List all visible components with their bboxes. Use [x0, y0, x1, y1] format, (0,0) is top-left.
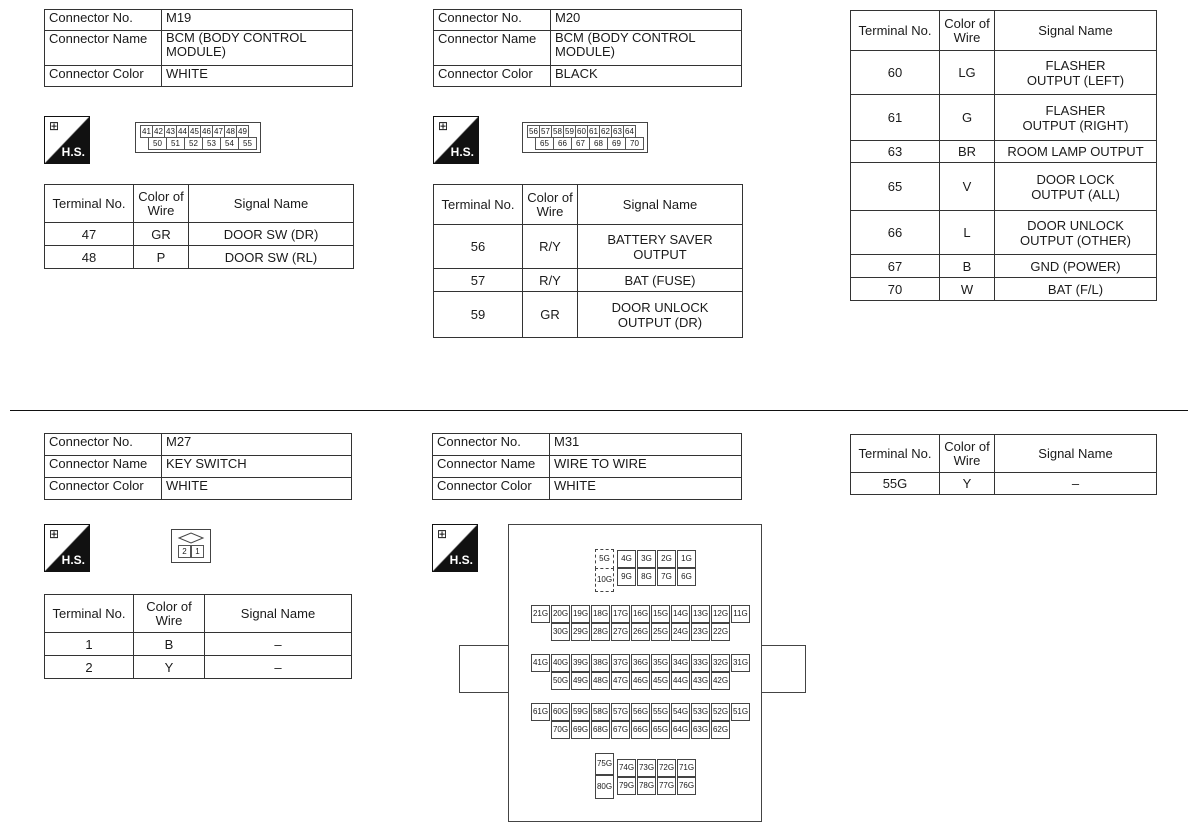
pin: 63	[611, 125, 624, 138]
pin: 59G	[571, 703, 590, 721]
table-row	[851, 141, 1157, 163]
wire-color: BR	[940, 141, 995, 163]
pin: 1	[191, 545, 204, 558]
header-terminal-no: Terminal No.	[45, 185, 134, 223]
terminal-no: 59	[434, 292, 523, 338]
header-terminal-no: Terminal No.	[434, 185, 523, 225]
pin: 70	[625, 137, 644, 150]
pin: 48G	[591, 672, 610, 690]
pin: 54	[220, 137, 239, 150]
pin: 32G	[711, 654, 730, 672]
m27-connector-name: KEY SWITCH	[162, 456, 352, 478]
pin: 19G	[571, 605, 590, 623]
hs-label: H.S.	[61, 553, 85, 567]
header-color-of-wire	[940, 435, 995, 473]
m20-connector-info	[433, 9, 742, 87]
terminal-no: 63	[851, 141, 940, 163]
label-connector-no: Connector No.	[45, 434, 162, 456]
m27-connector-info	[44, 433, 352, 500]
m19-name-line2: MODULE)	[166, 44, 226, 59]
table-row	[434, 292, 743, 338]
pin: 5G	[595, 549, 614, 569]
pin: 59	[563, 125, 576, 138]
pin: 24G	[671, 623, 690, 641]
connector-glyph-icon: ⊞	[437, 527, 448, 541]
signal-line1: FLASHER	[1045, 102, 1106, 118]
label-connector-name: Connector Name	[434, 31, 551, 66]
pin: 77G	[657, 777, 676, 795]
signal-name: DOOR SW (RL)	[189, 246, 354, 269]
wire-color: L	[940, 211, 995, 255]
wire-color: W	[940, 278, 995, 301]
wire-color: B	[940, 255, 995, 278]
pin: 4G	[617, 550, 636, 568]
table-row	[45, 223, 354, 246]
hs-harness-side-icon	[433, 116, 479, 164]
wire-color: V	[940, 163, 995, 211]
pin: 43G	[691, 672, 710, 690]
pin: 62G	[711, 721, 730, 739]
m19-connector-color: WHITE	[162, 66, 353, 87]
signal-line2: OUTPUT (ALL)	[1031, 186, 1120, 202]
m19-connector-no: M19	[162, 10, 353, 31]
pin: 55	[238, 137, 257, 150]
pin: 20G	[551, 605, 570, 623]
table-row	[45, 656, 352, 679]
header-color-of-line1: Color of	[527, 189, 573, 205]
m20-connector-name	[551, 31, 742, 66]
signal-name	[578, 292, 743, 338]
pin: 42	[152, 125, 165, 138]
signal-line2: OUTPUT (DR)	[617, 314, 703, 330]
pin: 67G	[611, 721, 630, 739]
table-row	[851, 163, 1157, 211]
signal-name	[995, 95, 1157, 141]
pin: 30G	[551, 623, 570, 641]
terminal-no: 2	[45, 656, 134, 679]
pin: 56	[527, 125, 540, 138]
pin: 39G	[571, 654, 590, 672]
pin: 52	[184, 137, 203, 150]
pin: 54G	[671, 703, 690, 721]
wire-color: LG	[940, 51, 995, 95]
pin: 25G	[651, 623, 670, 641]
label-connector-no: Connector No.	[45, 10, 162, 31]
connector-glyph-icon: ⊞	[49, 527, 60, 541]
terminal-no: 55G	[851, 473, 940, 495]
pin: 51G	[731, 703, 750, 721]
m20-name-line1: BCM (BODY CONTROL	[555, 30, 696, 45]
hs-harness-side-icon	[44, 524, 90, 572]
pin: 68G	[591, 721, 610, 739]
table-row	[434, 225, 743, 269]
wire-color: Y	[134, 656, 205, 679]
pin: 28G	[591, 623, 610, 641]
pin: 49G	[571, 672, 590, 690]
pin: 66G	[631, 721, 650, 739]
header-color-of-line1: Color of	[138, 188, 184, 204]
header-wire-line2: Wire	[155, 612, 183, 628]
header-wire-line2: Wire	[953, 452, 981, 468]
terminal-no: 66	[851, 211, 940, 255]
header-signal-name: Signal Name	[189, 185, 354, 223]
m31-connector-info	[432, 433, 742, 500]
pin: 50	[148, 137, 167, 150]
table-row	[851, 473, 1157, 495]
m20-connector-color: BLACK	[551, 66, 742, 87]
header-terminal-no: Terminal No.	[45, 595, 134, 633]
m20-pin-row-bottom	[535, 137, 643, 150]
m27-terminal-table	[44, 594, 352, 679]
pin: 67	[571, 137, 590, 150]
terminal-no: 57	[434, 269, 523, 292]
pin: 65	[535, 137, 554, 150]
header-color-of-wire	[940, 11, 995, 51]
header-wire-line2: Wire	[147, 202, 175, 218]
pin: 63G	[691, 721, 710, 739]
table-row	[434, 269, 743, 292]
pin: 11G	[731, 605, 750, 623]
signal-name: –	[205, 633, 352, 656]
table-row	[851, 95, 1157, 141]
pin: 15G	[651, 605, 670, 623]
pin: 6G	[677, 568, 696, 586]
pin: 60G	[551, 703, 570, 721]
wire-color: GR	[523, 292, 578, 338]
pin: 80G	[595, 775, 614, 799]
pin: 58G	[591, 703, 610, 721]
label-connector-no: Connector No.	[433, 434, 550, 456]
pin: 65G	[651, 721, 670, 739]
m31-connector-color: WHITE	[550, 478, 742, 500]
m19-connector-name	[162, 31, 353, 66]
signal-name: –	[205, 656, 352, 679]
pin: 41G	[531, 654, 550, 672]
pin: 21G	[531, 605, 550, 623]
pin: 35G	[651, 654, 670, 672]
pin: 68	[589, 137, 608, 150]
pin: 45G	[651, 672, 670, 690]
signal-line2: OUTPUT (LEFT)	[1026, 72, 1125, 88]
pin: 69G	[571, 721, 590, 739]
pin: 61	[587, 125, 600, 138]
label-connector-color: Connector Color	[45, 66, 162, 87]
table-row	[45, 246, 354, 269]
pin: 55G	[651, 703, 670, 721]
pin: 53	[202, 137, 221, 150]
header-terminal-no: Terminal No.	[851, 435, 940, 473]
header-signal-name: Signal Name	[995, 11, 1157, 51]
header-wire-line2: Wire	[953, 29, 981, 45]
pin: 3G	[637, 550, 656, 568]
m27-connector-color: WHITE	[162, 478, 352, 500]
pin: 58	[551, 125, 564, 138]
signal-name	[995, 51, 1157, 95]
label-connector-color: Connector Color	[433, 478, 550, 500]
pin: 16G	[631, 605, 650, 623]
pin: 36G	[631, 654, 650, 672]
signal-name: GND (POWER)	[995, 255, 1157, 278]
signal-line1: BATTERY SAVER	[607, 231, 713, 247]
connector-glyph-icon: ⊞	[438, 119, 449, 133]
pin: 12G	[711, 605, 730, 623]
hs-harness-side-icon	[44, 116, 90, 164]
pin: 47G	[611, 672, 630, 690]
header-wire-line2: Wire	[536, 203, 564, 219]
pin: 79G	[617, 777, 636, 795]
pin: 48	[224, 125, 237, 138]
table-row	[851, 51, 1157, 95]
pin: 69	[607, 137, 626, 150]
m20-name-line2: MODULE)	[555, 44, 615, 59]
m27-key-shape-icon	[172, 531, 210, 545]
signal-name: BAT (F/L)	[995, 278, 1157, 301]
pin: 18G	[591, 605, 610, 623]
label-connector-name: Connector Name	[45, 31, 162, 66]
m20-connector-no: M20	[551, 10, 742, 31]
hs-label: H.S.	[449, 553, 473, 567]
header-terminal-no: Terminal No.	[851, 11, 940, 51]
wire-color: B	[134, 633, 205, 656]
connector-glyph-icon: ⊞	[49, 119, 60, 133]
header-color-of-line1: Color of	[944, 438, 990, 454]
pin: 22G	[711, 623, 730, 641]
pin: 41	[140, 125, 153, 138]
m31-connector-face	[508, 524, 762, 822]
pin: 72G	[657, 759, 676, 777]
pin: 57G	[611, 703, 630, 721]
pin: 29G	[571, 623, 590, 641]
pin: 51	[166, 137, 185, 150]
m20-connector-face	[522, 122, 648, 153]
pin: 66	[553, 137, 572, 150]
m20-continued-terminal-table	[850, 10, 1157, 301]
table-row	[851, 211, 1157, 255]
pin: 56G	[631, 703, 650, 721]
signal-name: BAT (FUSE)	[578, 269, 743, 292]
pin: 76G	[677, 777, 696, 795]
signal-name	[578, 225, 743, 269]
pin: 31G	[731, 654, 750, 672]
signal-line1: DOOR UNLOCK	[611, 299, 709, 315]
m27-connector-no: M27	[162, 434, 352, 456]
pin: 46G	[631, 672, 650, 690]
m27-connector-face	[171, 529, 211, 563]
header-color-of-wire	[134, 185, 189, 223]
terminal-no: 61	[851, 95, 940, 141]
terminal-no: 70	[851, 278, 940, 301]
m19-terminal-table	[44, 184, 354, 269]
pin: 53G	[691, 703, 710, 721]
header-signal-name: Signal Name	[205, 595, 352, 633]
hs-harness-side-icon	[432, 524, 478, 572]
label-connector-color: Connector Color	[434, 66, 551, 87]
signal-name: –	[995, 473, 1157, 495]
wire-color: GR	[134, 223, 189, 246]
pin: 44	[176, 125, 189, 138]
wire-color: R/Y	[523, 225, 578, 269]
signal-line2: OUTPUT (RIGHT)	[1022, 117, 1129, 133]
pin: 60	[575, 125, 588, 138]
pin: 38G	[591, 654, 610, 672]
pin: 40G	[551, 654, 570, 672]
pin: 26G	[631, 623, 650, 641]
signal-line1: DOOR LOCK	[1036, 171, 1115, 187]
m31-connector-no: M31	[550, 434, 742, 456]
pin: 61G	[531, 703, 550, 721]
pin: 33G	[691, 654, 710, 672]
signal-name	[995, 211, 1157, 255]
header-color-of-line1: Color of	[146, 598, 192, 614]
terminal-no: 60	[851, 51, 940, 95]
label-connector-name: Connector Name	[45, 456, 162, 478]
pin: 14G	[671, 605, 690, 623]
section-divider	[10, 410, 1188, 411]
pin: 50G	[551, 672, 570, 690]
signal-name: DOOR SW (DR)	[189, 223, 354, 246]
wire-color: G	[940, 95, 995, 141]
m19-connector-face	[135, 122, 261, 153]
hs-label: H.S.	[61, 145, 85, 159]
pin: 1G	[677, 550, 696, 568]
m19-connector-info	[44, 9, 353, 87]
wire-color: R/Y	[523, 269, 578, 292]
pin: 10G	[595, 568, 614, 592]
header-signal-name: Signal Name	[995, 435, 1157, 473]
label-connector-no: Connector No.	[434, 10, 551, 31]
pin: 75G	[595, 753, 614, 775]
pin: 34G	[671, 654, 690, 672]
pin: 64G	[671, 721, 690, 739]
terminal-no: 56	[434, 225, 523, 269]
hs-label: H.S.	[450, 145, 474, 159]
pin: 23G	[691, 623, 710, 641]
pin: 2G	[657, 550, 676, 568]
pin: 9G	[617, 568, 636, 586]
pin: 49	[236, 125, 249, 138]
label-connector-name: Connector Name	[433, 456, 550, 478]
pin: 70G	[551, 721, 570, 739]
m31-connector-name: WIRE TO WIRE	[550, 456, 742, 478]
pin: 57	[539, 125, 552, 138]
m31-left-tab	[459, 645, 510, 693]
terminal-no: 67	[851, 255, 940, 278]
pin: 17G	[611, 605, 630, 623]
pin: 43	[164, 125, 177, 138]
signal-line1: FLASHER	[1045, 57, 1106, 73]
label-connector-color: Connector Color	[45, 478, 162, 500]
signal-line1: DOOR UNLOCK	[1027, 217, 1124, 233]
m20-terminal-table	[433, 184, 743, 338]
pin: 44G	[671, 672, 690, 690]
terminal-no: 1	[45, 633, 134, 656]
pin: 8G	[637, 568, 656, 586]
pin: 71G	[677, 759, 696, 777]
pin: 52G	[711, 703, 730, 721]
pin: 13G	[691, 605, 710, 623]
m31-terminal-table	[850, 434, 1157, 495]
pin: 47	[212, 125, 225, 138]
pin: 37G	[611, 654, 630, 672]
wire-color: P	[134, 246, 189, 269]
table-row	[45, 633, 352, 656]
pin: 74G	[617, 759, 636, 777]
m19-pin-row-bottom	[148, 137, 256, 150]
terminal-no: 47	[45, 223, 134, 246]
wire-color: Y	[940, 473, 995, 495]
pin: 27G	[611, 623, 630, 641]
signal-name	[995, 163, 1157, 211]
terminal-no: 65	[851, 163, 940, 211]
table-row	[851, 255, 1157, 278]
pin: 42G	[711, 672, 730, 690]
pin: 46	[200, 125, 213, 138]
m31-right-tab	[760, 645, 806, 693]
terminal-no: 48	[45, 246, 134, 269]
pin: 78G	[637, 777, 656, 795]
pin: 73G	[637, 759, 656, 777]
pin: 2	[178, 545, 191, 558]
pin: 62	[599, 125, 612, 138]
signal-line2: OUTPUT (OTHER)	[1020, 232, 1131, 248]
table-row	[851, 278, 1157, 301]
signal-line2: OUTPUT	[633, 246, 687, 262]
pin: 45	[188, 125, 201, 138]
pin: 7G	[657, 568, 676, 586]
m19-name-line1: BCM (BODY CONTROL	[166, 30, 307, 45]
signal-name: ROOM LAMP OUTPUT	[995, 141, 1157, 163]
header-color-of-wire	[523, 185, 578, 225]
header-color-of-line1: Color of	[944, 15, 990, 31]
header-signal-name: Signal Name	[578, 185, 743, 225]
pin: 64	[623, 125, 636, 138]
header-color-of-wire	[134, 595, 205, 633]
